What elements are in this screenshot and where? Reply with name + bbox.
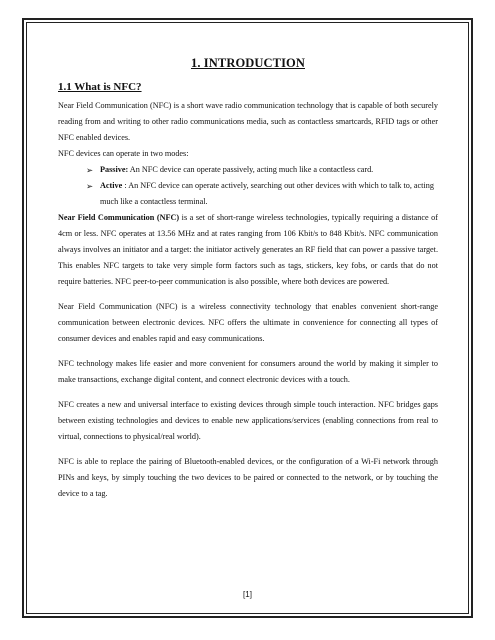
list-item-passive: [86, 162, 438, 178]
definition-term: Near Field Communication (NFC): [58, 213, 180, 222]
paragraph-definition: [58, 210, 438, 290]
mode-text-passive: An NFC device can operate passively, acting much like a contactless card.: [128, 165, 374, 174]
definition-text: is a set of short-range wireless technologies, typically requiring a distance of 4cm or less. NFC operates at 13.56 MHz and at rates ranging from 106 Kbit/s to 848 Kbit/s. NFC communication always involves an initiator and a target: the initiator actively generates an RF field that can power a passive target. This enables NFC targets to take very simple form factors such as tags, stickers, key fobs, or cards that do not require batteries. NFC peer-to-peer communication is also possible, where both devices are powered.: [58, 213, 438, 286]
arrow-bullet-icon: ➢: [86, 165, 94, 175]
mode-label-passive: Passive:: [100, 165, 129, 174]
paragraph-interface: NFC creates a new and universal interface to existing devices through simple touch interaction. NFC bridges gaps between existing technologies and devices to enable new applications/services (enabling connections from real to virtual, connections to physical/real world).: [58, 400, 438, 441]
list-item-active: [86, 178, 438, 210]
paragraph-connectivity: Near Field Communication (NFC) is a wireless connectivity technology that enables convenient short-range communication between electronic devices. NFC offers the ultimate in convenience for connecting all types of consumer devices and enables rapid and easy communications.: [58, 302, 438, 343]
section-title: 1.1 What is NFC?: [58, 81, 142, 93]
arrow-bullet-icon: ➢: [86, 181, 94, 191]
modes-list: [58, 162, 438, 210]
mode-label-active: Active: [100, 181, 123, 190]
paragraph-convenience: NFC technology makes life easier and more convenient for consumers around the world by making it simpler to make transactions, exchange digital content, and connect electronic devices with a touch.: [58, 359, 438, 384]
modes-intro: NFC devices can operate in two modes:: [58, 149, 189, 158]
paragraph-intro: Near Field Communication (NFC) is a short wave radio communication technology that is capable of both securely reading from and writing to other radio communications media, such as contactless smartcards, RFID tags or other NFC enabled devices.: [58, 101, 438, 142]
mode-text-active: : An NFC device can operate actively, searching out other devices with which to talk to, acting much like a contactless terminal.: [100, 181, 434, 206]
page-number: [1]: [243, 590, 252, 599]
paragraph-pairing: NFC is able to replace the pairing of Bluetooth-enabled devices, or the configuration of a Wi-Fi network through PINs and keys, by simply touching the two devices to be paired or connected to the network, or by touching the device to a tag.: [58, 457, 438, 498]
page-content: [58, 56, 438, 502]
chapter-title: 1. INTRODUCTION: [190, 56, 305, 70]
